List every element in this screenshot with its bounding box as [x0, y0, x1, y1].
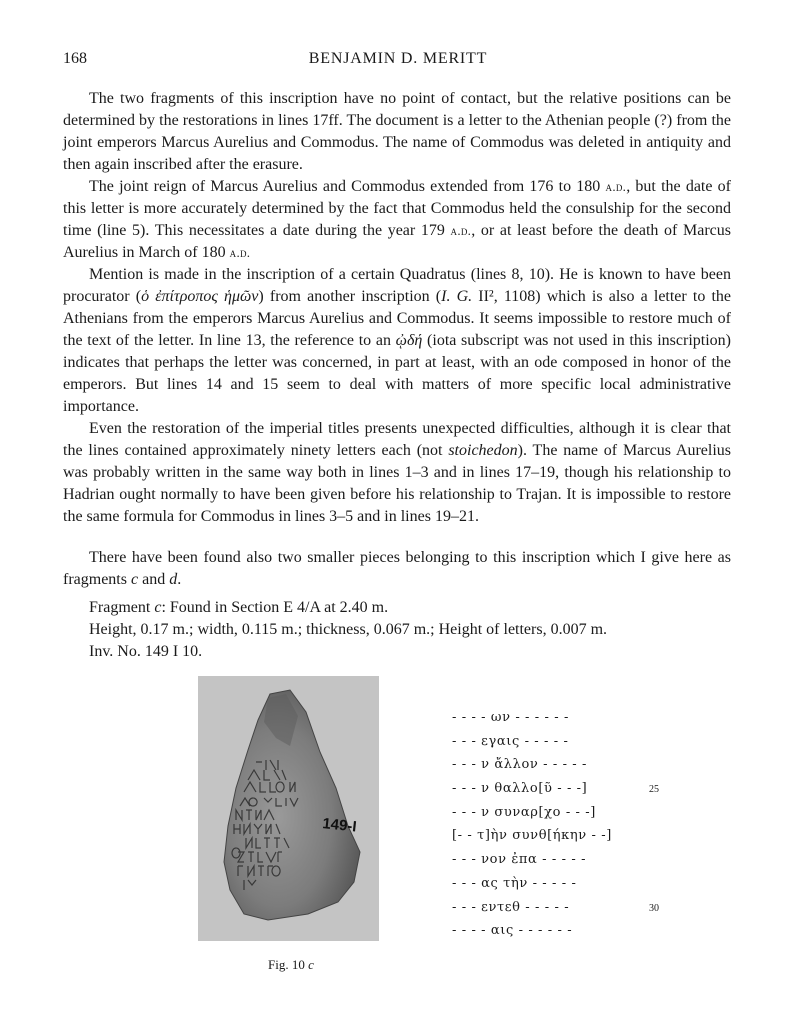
text-run: : Found in Section E 4/A at 2.40 m.: [161, 599, 389, 616]
greek-phrase: ὁ ἐπίτροπος ἡμῶν: [141, 288, 259, 305]
transcription-line-text: [- - τ]ὴν συνθ[ήκην - -]: [452, 828, 612, 844]
transcription-line-text: - - - νον ἐπα - - - - -: [452, 852, 587, 868]
page-number: 168: [63, 50, 87, 67]
text-run: Fragment: [89, 599, 155, 616]
era-abbreviation: a.d.: [229, 245, 251, 260]
fragment-dimensions: Height, 0.17 m.; width, 0.115 m.; thickness, 0.067 m.; Height of letters, 0.007 m.: [89, 621, 608, 638]
transcription-line: [452, 781, 672, 805]
text-run: , but the date of this letter is more accurately determined by the fact that Commodus held the consulship for the second time (line 5). This necessitates a date during the year 179: [63, 178, 732, 239]
text-run: .: [177, 571, 182, 588]
line-number: 30: [649, 902, 659, 914]
transcription-line-text: - - - - ων - - - - - -: [452, 710, 569, 725]
text-run: There have been found also two smaller pieces belonging to this inscription which I give here as fragments: [63, 549, 731, 588]
transcription-line-text: - - - εγαις - - - - -: [452, 733, 569, 749]
page-header: [63, 50, 733, 72]
transcription-line: [452, 710, 672, 734]
greek-word: ᾠδή: [395, 332, 423, 349]
paragraph-2: [63, 176, 731, 264]
fragment-letter: c: [130, 571, 139, 588]
transcription-line: [452, 757, 672, 781]
fragment-letter: c: [154, 599, 162, 616]
text-run: Even the restoration of the imperial titles presents unexpected difficulties, although it is clear that the lines contained approximately ninety letters each (not: [63, 420, 731, 459]
caption-letter: c: [308, 957, 314, 972]
paragraph-3: [63, 264, 731, 418]
transcription-line-text: - - - ν ἄλλον - - - - -: [452, 757, 588, 773]
inventory-mark: 149-I: [321, 815, 358, 836]
text-run: II², 1108) which is also a letter to the Athenians from the emperors Marcus Aurelius and Commodus. It seems impossible to restore much of the text of the letter. In line 13, the reference to an: [63, 288, 731, 349]
paragraph-1: The two fragments of this inscription have no point of contact, but the relative positions can be determined by the restorations in lines 17ff. The document is a letter to the Athenian people (?) from the joint emperors Marcus Aurelius and Commodus. The name of Commodus was deleted in antiquity and then again inscribed after the erasure.: [63, 90, 731, 173]
running-head: BENJAMIN D. MERITT: [308, 50, 488, 67]
figure-caption: [268, 957, 314, 973]
text-run: ). The name of Marcus Aurelius was probably written in the same way both in lines 1–3 and in lines 17–19, though his relationship to Hadrian ought normally to have been given before his relationship to Trajan. It is impossible to restore the same formula for Commodus in lines 3–5 and in lines 19–21.: [63, 442, 731, 525]
transcription-line: [452, 734, 672, 758]
italic-term: stoichedon: [448, 442, 518, 459]
transcription-line: [452, 805, 672, 829]
fragment-findspot: [89, 597, 731, 619]
text-run: and: [138, 571, 170, 588]
paragraph-gap: [63, 528, 731, 547]
paragraph-5: [63, 547, 731, 591]
line-number: 25: [649, 784, 659, 796]
text-run: The joint reign of Marcus Aurelius and Commodus extended from 176 to 180: [89, 178, 601, 195]
fragment-info: [63, 597, 731, 663]
text-run: , or at least before the death of Marcus Aurelius in March of 180: [63, 222, 732, 261]
transcription-line-text: - - - ν θαλλο[ῦ - - -]: [452, 781, 588, 797]
paragraph-4: [63, 418, 731, 528]
body-text: [63, 88, 731, 663]
transcription-line-text: - - - εντεθ - - - - -: [452, 899, 570, 915]
transcription-line: [452, 852, 672, 876]
text-run: Mention is made in the inscription of a certain Quadratus (lines 8, 10). He is known to have been procurator (: [63, 266, 731, 305]
caption-text: Fig. 10: [268, 957, 305, 972]
fragment-photograph: [198, 676, 379, 941]
stone-fragment-image: [198, 676, 379, 941]
transcription-line: [452, 923, 672, 947]
transcription-line-text: - - - ας τὴν - - - - -: [452, 875, 577, 891]
fragment-inventory: Inv. No. 149 I 10.: [89, 643, 203, 660]
citation-abbreviation: I. G.: [441, 288, 473, 305]
transcription-line: [452, 900, 672, 924]
transcription-line: [452, 828, 672, 852]
era-abbreviation: a.d.: [605, 179, 627, 194]
era-abbreviation: a.d.: [450, 223, 472, 238]
text-run: (iota subscript was not used in this inscription) indicates that perhaps the letter was concerned, in part at least, with an ode composed in honor of the emperors. But lines 14 and 15 seem to deal with matters of more specific local administrative importance.: [63, 332, 731, 415]
transcription-line-text: - - - - αις - - - - - -: [452, 923, 573, 939]
transcription-line: [452, 876, 672, 900]
fragment-letter: d: [169, 571, 178, 588]
epigraphic-transcription: [452, 710, 672, 947]
transcription-line-text: - - - ν συναρ[χο - - -]: [452, 804, 596, 820]
text-run: ) from another inscription (: [258, 288, 442, 305]
